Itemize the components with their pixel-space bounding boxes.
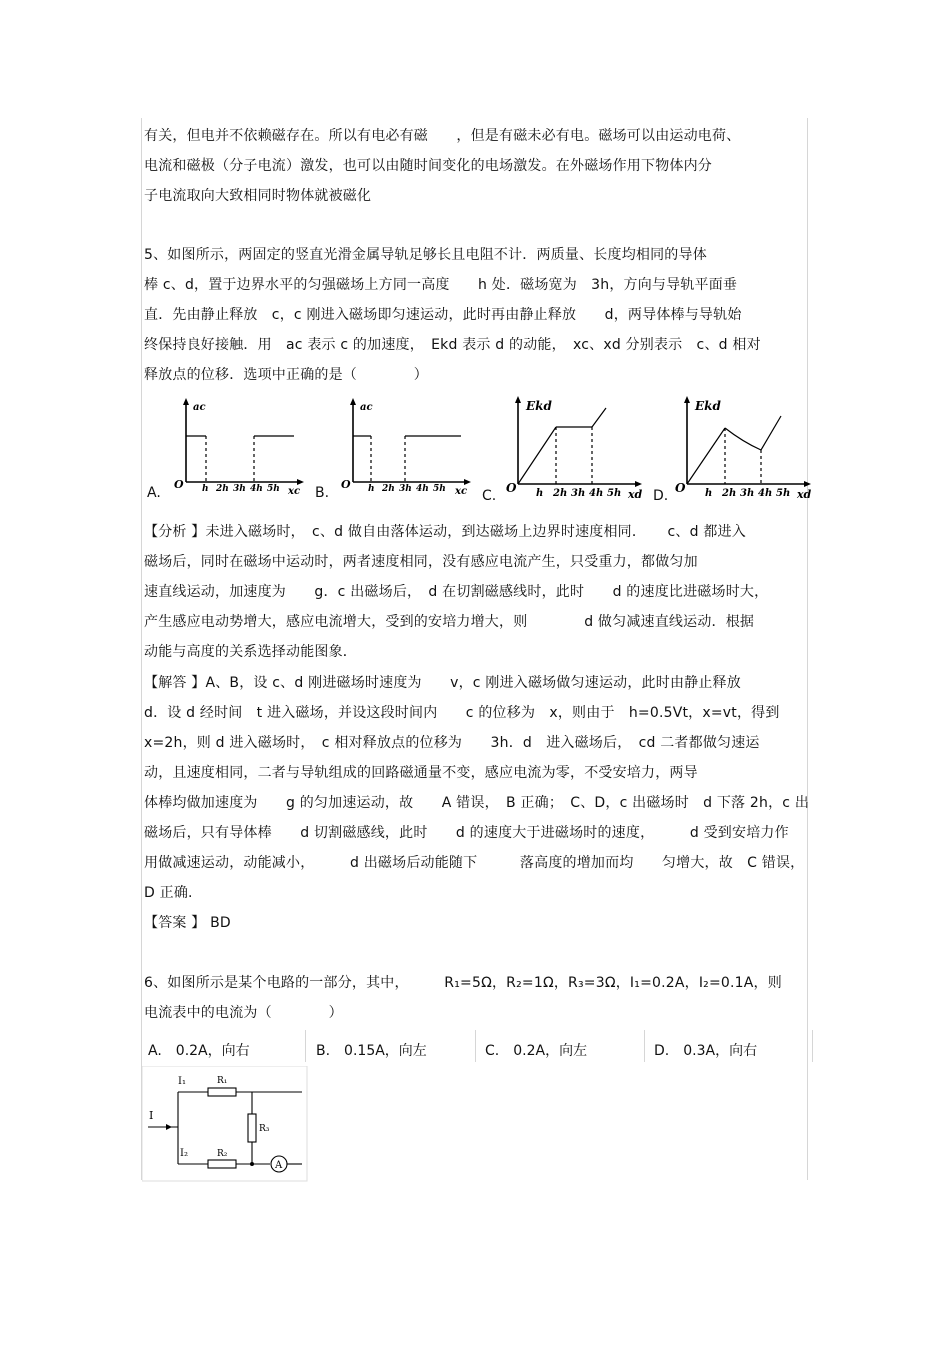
- origin-label: O: [341, 478, 351, 491]
- answer-line: 【答案 】 BD: [144, 915, 231, 931]
- analysis-line: 速直线运动，加速度为 g．c 出磁场后， d 在切割磁感线时，此时 d 的速度比进磁场时大，: [144, 584, 769, 600]
- tick-label: 5h: [433, 484, 446, 494]
- y-axis-label: ac: [360, 402, 373, 413]
- graph-d: [665, 394, 815, 508]
- option-label-d: D.: [653, 488, 669, 504]
- label-R2: R₂: [217, 1149, 228, 1159]
- tick-label: h: [368, 484, 375, 494]
- tick-label: h: [536, 488, 544, 499]
- choice-divider: [812, 1030, 813, 1062]
- tick-label: 4h: [250, 484, 263, 494]
- x-axis-arrow: [804, 481, 811, 487]
- analysis-line: 产生感应电动势增大，感应电流增大，受到的安培力增大，则 d 做匀减速直线运动．根据: [144, 614, 755, 630]
- choice-b: B. 0.15A，向左: [316, 1043, 427, 1059]
- tick-label: 3h: [399, 484, 412, 494]
- data-segment: [687, 428, 725, 484]
- x-axis-label: xd: [797, 488, 812, 501]
- solution-line: d．设 d 经时间 t 进入磁场，并设这段时间内 c 的位移为 x，则由于 h=0.5Vt，x=vt，得到: [144, 705, 780, 721]
- option-label-c: C.: [482, 488, 497, 504]
- solution-line: 动，且速度相同，二者与导轨组成的回路磁通量不变，感应电流为零，不受安培力，两导: [144, 765, 698, 781]
- x-axis-label: xc: [288, 486, 301, 497]
- tick-label: h: [202, 484, 209, 494]
- x-axis-arrow: [297, 479, 304, 485]
- tick-label: 3h: [571, 488, 586, 499]
- x-axis-label: xd: [628, 488, 643, 501]
- graph-c: [496, 394, 646, 508]
- circuit-diagram: [142, 1066, 308, 1186]
- tick-label: 4h: [416, 484, 429, 494]
- label-R3: R₃: [259, 1124, 270, 1134]
- data-segment: [592, 408, 606, 427]
- x-axis-arrow: [464, 479, 471, 485]
- origin-label: O: [675, 481, 686, 495]
- tick-label: 5h: [776, 488, 791, 499]
- y-axis-arrow: [515, 396, 521, 403]
- graph-b: [333, 396, 473, 505]
- data-segment: [761, 416, 781, 450]
- q5-line: 5、如图所示，两固定的竖直光滑金属导轨足够长且电阻不计．两质量、长度均相同的导体: [144, 247, 707, 263]
- choice-d: D. 0.3A，向右: [654, 1043, 758, 1059]
- label-I1: I₁: [178, 1076, 186, 1087]
- data-segment: [518, 427, 556, 484]
- choice-divider: [644, 1030, 645, 1062]
- resistor-r2: [208, 1160, 236, 1168]
- analysis-line: 磁场后，同时在磁场中运动时，两者速度相同，没有感应电流产生，只受重力，都做匀加: [144, 554, 698, 570]
- tick-label: 2h: [553, 488, 568, 499]
- tick-label: 3h: [233, 484, 246, 494]
- solution-line: 体棒均做加速度为 g 的匀加速运动，故 A 错误， B 正确； C、D，c 出磁场时 d 下落 2h，c 出: [144, 795, 810, 811]
- q5-line: 释放点的位移．选项中正确的是（ ）: [144, 367, 428, 383]
- option-label-a: A.: [147, 485, 161, 501]
- resistor-r3: [248, 1114, 256, 1142]
- label-I: I: [149, 1109, 154, 1122]
- q6-line: 6、如图所示是某个电路的一部分，其中， R₁=5Ω，R₂=1Ω，R₃=3Ω，I₁=0.2A，I₂=0.1A，则: [144, 975, 782, 991]
- choice-divider: [305, 1030, 306, 1062]
- tick-label: 5h: [267, 484, 280, 494]
- intro-line: 有关，但电并不依赖磁存在。所以有电必有磁 ，但是有磁未必有电。磁场可以由运动电荷、: [144, 128, 741, 144]
- solution-line: 【解答 】A、B，设 c、d 刚进磁场时速度为 v，c 刚进入磁场做匀速运动，此时由静止释放: [144, 675, 741, 691]
- choice-a: A. 0.2A，向右: [148, 1043, 250, 1059]
- y-axis-arrow: [684, 396, 690, 403]
- right-border: [807, 118, 808, 1180]
- graph-a: [166, 396, 306, 505]
- analysis-line: 【分析 】未进入磁场时， c、d 做自由落体运动，到达磁场上边界时速度相同． c、d 都进入: [144, 524, 746, 540]
- label-I2: I₂: [180, 1148, 188, 1159]
- tick-label: 2h: [722, 488, 737, 499]
- q5-line: 棒 c、d，置于边界水平的匀强磁场上方同一高度 h 处．磁场宽为 3h，方向与导轨平面垂: [144, 277, 738, 293]
- q5-line: 直．先由静止释放 c，c 刚进入磁场即匀速运动，此时再由静止释放 d，两导体棒与导轨始: [144, 307, 742, 323]
- y-axis-arrow: [183, 398, 189, 405]
- origin-label: O: [174, 478, 184, 491]
- x-axis-arrow: [635, 481, 642, 487]
- current-arrow: [166, 1124, 172, 1130]
- intro-line: 子电流取向大致相同时物体就被磁化: [144, 188, 372, 204]
- q5-line: 终保持良好接触．用 ac 表示 c 的加速度， Ekd 表示 d 的动能， xc、xd 分别表示 c、d 相对: [144, 337, 761, 353]
- tick-label: 4h: [758, 488, 773, 499]
- resistor-r1: [208, 1088, 236, 1096]
- y-axis-arrow: [350, 398, 356, 405]
- intro-line: 电流和磁极（分子电流）激发，也可以由随时间变化的电场激发。在外磁场作用下物体内分: [144, 158, 712, 174]
- tick-label: 2h: [216, 484, 229, 494]
- label-R1: R₁: [217, 1076, 228, 1086]
- solution-line: D 正确.: [144, 885, 193, 901]
- data-curve: [725, 428, 761, 450]
- solution-line: 磁场后，只有导体棒 d 切割磁感线，此时 d 的速度大于进磁场时的速度， d 受到安培力作: [144, 825, 789, 841]
- tick-label: 3h: [740, 488, 755, 499]
- choice-divider: [475, 1030, 476, 1062]
- left-border: [141, 118, 142, 1180]
- tick-label: h: [705, 488, 713, 499]
- tick-label: 4h: [589, 488, 604, 499]
- choice-c: C. 0.2A，向左: [485, 1043, 588, 1059]
- x-axis-label: xc: [455, 486, 468, 497]
- ammeter-label: A: [275, 1160, 283, 1171]
- y-axis-label: ac: [193, 402, 206, 413]
- y-axis-label: Ekd: [695, 399, 721, 413]
- origin-label: O: [506, 481, 517, 495]
- solution-line: 用做减速运动，动能减小， d 出磁场后动能随下 落高度的增加而均 匀增大，故 C 错误，: [144, 855, 805, 871]
- option-label-b: B.: [315, 485, 330, 501]
- analysis-line: 动能与高度的关系选择动能图象．: [144, 644, 357, 660]
- tick-label: 5h: [607, 488, 622, 499]
- q6-line: 电流表中的电流为（ ）: [144, 1005, 343, 1021]
- solution-line: x=2h，则 d 进入磁场时， c 相对释放点的位移为 3h．d 进入磁场后， cd 二者都做匀速运: [144, 735, 760, 751]
- y-axis-label: Ekd: [526, 399, 552, 413]
- tick-label: 2h: [382, 484, 395, 494]
- junction-dot: [250, 1162, 254, 1166]
